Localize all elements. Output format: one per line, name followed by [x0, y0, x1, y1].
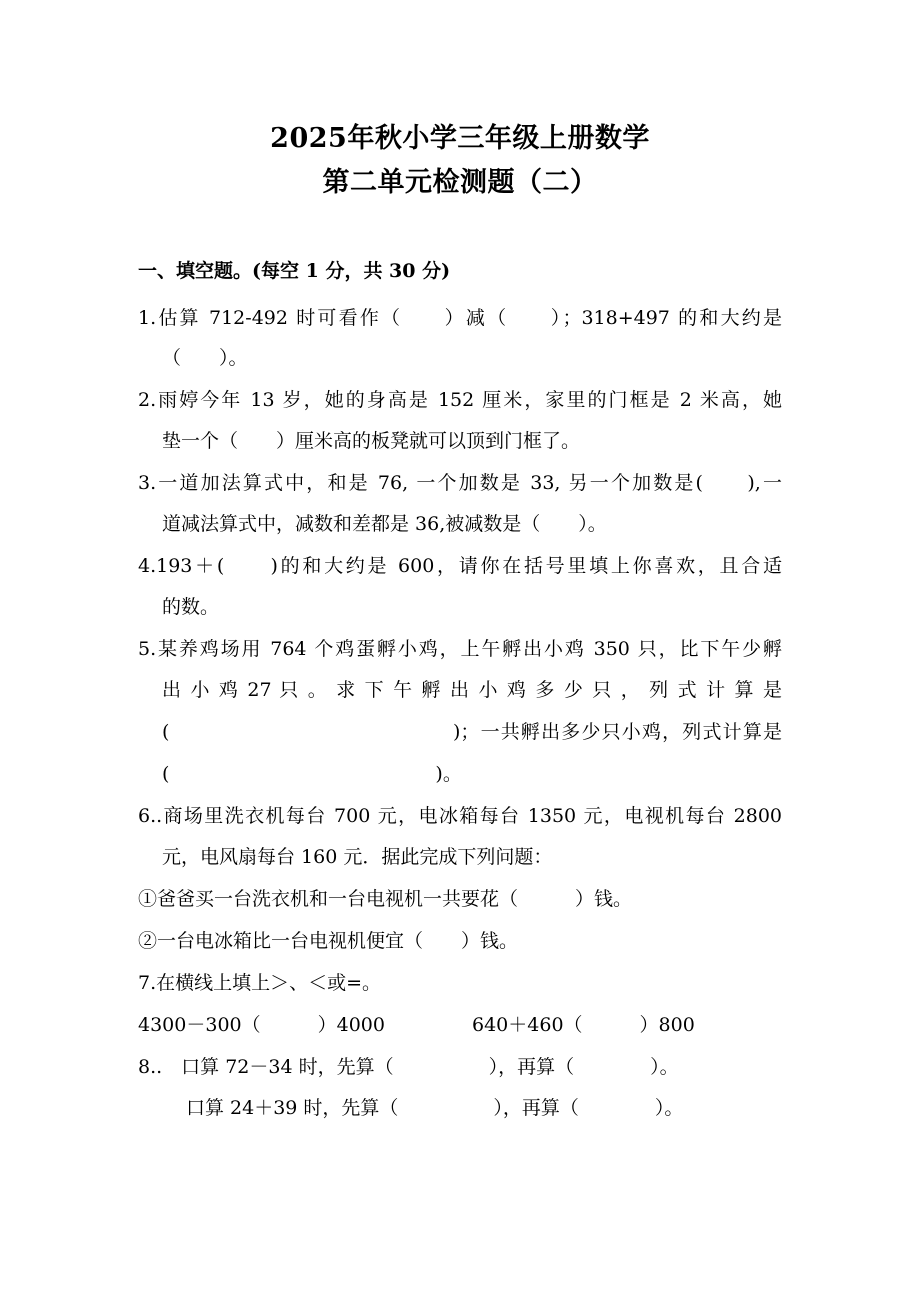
question-6-line-2: 元，电风扇每台 160 元．据此完成下列问题： [162, 846, 553, 868]
question-6-line-1: 6..商场里洗衣机每台 700 元，电冰箱每台 1350 元，电视机每台 2800 [138, 805, 782, 827]
title-line-1: 2025年秋小学三年级上册数学 [270, 123, 650, 154]
question-2-line-2: 垫一个（ ）厘米高的板凳就可以顶到门框了。 [162, 430, 581, 452]
question-8-line-1: 8.. 口算 72－34 时，先算（ ），再算（ ）。 [138, 1056, 679, 1078]
question-7-right-expression: 640＋460（ ）800 [472, 1014, 695, 1036]
question-5-line-2: 出 小 鸡 27 只 。 求 下 午 孵 出 小 鸡 多 少 只 ， 列 式 计 算 是 [162, 679, 782, 701]
question-5-line-4: ( )。 [162, 763, 462, 785]
question-1-line-1: 1.估算 712-492 时可看作（ ）减（ ）；318+497 的和大约是 [138, 307, 782, 329]
question-2-line-1: 2.雨婷今年 13 岁，她的身高是 152 厘米，家里的门框是 2 米高，她 [138, 389, 782, 411]
question-7-line-1: 7.在横线上填上＞、＜或=。 [138, 972, 382, 994]
question-8-line-2: 口算 24＋39 时，先算（ ），再算（ ）。 [186, 1097, 684, 1119]
question-5-line-3: ( )；一共孵出多少只小鸡，列式计算是 [162, 721, 782, 743]
question-5-line-1: 5.某养鸡场用 764 个鸡蛋孵小鸡，上午孵出小鸡 350 只，比下午少孵 [138, 638, 782, 660]
question-3-line-1: 3.一道加法算式中，和是 76, 一个加数是 33, 另一个加数是( ),一 [138, 472, 782, 494]
question-1-line-2: （ ）。 [162, 347, 248, 369]
title-line-2: 第二单元检测题（二） [322, 167, 598, 198]
question-4-line-2: 的数。 [162, 596, 220, 618]
question-6-sub-2: ②一台电冰箱比一台电视机便宜（ ）钱。 [138, 930, 519, 952]
question-6-sub-1: ①爸爸买一台洗衣机和一台电视机一共要花（ ）钱。 [138, 888, 633, 910]
question-7-left-expression: 4300－300（ ）4000 [138, 1014, 385, 1036]
question-4-line-1: 4.193＋( )的和大约是 600，请你在括号里填上你喜欢，且合适 [138, 555, 782, 577]
question-3-line-2: 道减法算式中，减数和差都是 36,被减数是（ ）。 [162, 513, 607, 535]
section-heading: 一、填空题。(每空 1 分，共 30 分) [138, 260, 451, 282]
